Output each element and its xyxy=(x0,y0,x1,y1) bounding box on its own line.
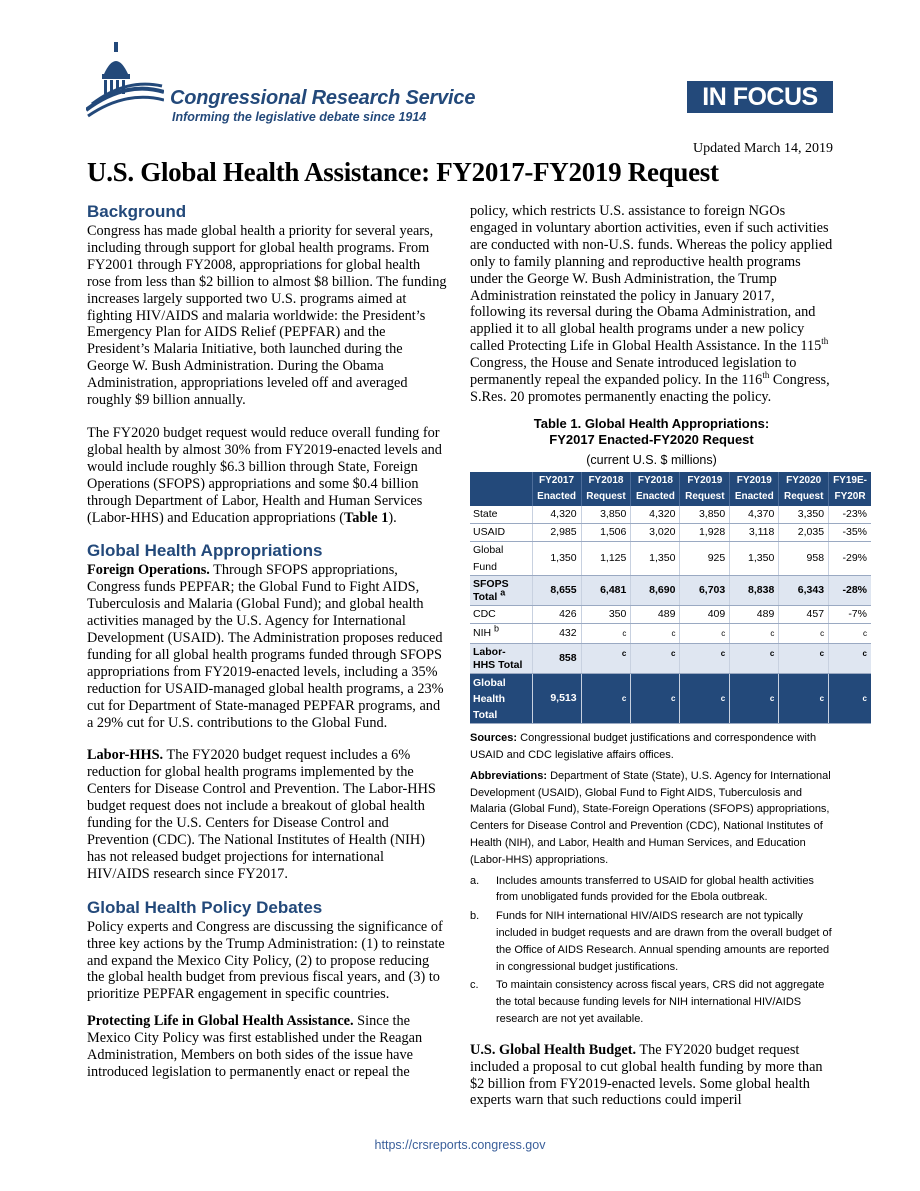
table-cell: c xyxy=(631,644,680,674)
table-cell: c xyxy=(730,624,779,644)
table-header-cell: FY2020 Request xyxy=(779,472,829,506)
table-header-cell: FY2017 Enacted xyxy=(532,472,581,506)
row-label: CDC xyxy=(470,606,532,624)
budget-text: The FY2020 budget request included a proposal to cut global health funding by more than $2 billion from FY2019-enacted levels. Some global health experts warn that such reductions could imperil xyxy=(470,1041,823,1109)
table-header-cell: FY2019 Enacted xyxy=(730,472,779,506)
policy-continued-b: Congress, the House and Senate introduced legislation to permanently repeal the expanded policy. In the 116 xyxy=(470,355,797,389)
table-title xyxy=(470,416,833,448)
table-cell: -7% xyxy=(829,606,871,624)
footnote-marker: b xyxy=(494,623,500,634)
left-column xyxy=(87,203,447,1097)
table-cell: c xyxy=(631,624,680,644)
background-heading: Background xyxy=(87,202,187,221)
table-cell: 8,690 xyxy=(631,576,680,606)
foreign-operations-runin: Foreign Operations. xyxy=(87,562,210,579)
table-cell: c xyxy=(829,624,871,644)
table-cell: 4,370 xyxy=(730,506,779,523)
table-title-line-2: FY2017 Enacted-FY2020 Request xyxy=(549,431,754,447)
table-cell: 6,481 xyxy=(581,576,631,606)
table-header-cell: FY19E- FY20R xyxy=(829,472,871,506)
foreign-operations-paragraph xyxy=(87,562,447,731)
table-cell: c xyxy=(680,624,730,644)
sources-note xyxy=(470,730,833,764)
footnote-marker: a xyxy=(500,587,506,598)
table-cell: c xyxy=(631,674,680,724)
table-title-line-1: Table 1. Global Health Appropriations: xyxy=(533,415,770,431)
table-cell: 1,506 xyxy=(581,523,631,541)
table-header-cell: FY2018 Request xyxy=(581,472,631,506)
appropriations-table xyxy=(470,472,871,724)
table-units: (current U.S. $ millions) xyxy=(586,452,717,467)
table-cell: -29% xyxy=(829,541,871,576)
table-cell: 9,513 xyxy=(532,674,581,724)
footnote-key: c. xyxy=(470,979,479,992)
table-cell: 1,350 xyxy=(631,541,680,576)
table-cell: 1,928 xyxy=(680,523,730,541)
footnote-key: a. xyxy=(470,874,480,887)
footnote-a xyxy=(470,873,833,907)
table-header-corner xyxy=(470,472,532,506)
row-label: NIH $^b$ xyxy=(470,624,532,644)
table-cell: 3,850 xyxy=(581,506,631,523)
table-cell: c xyxy=(779,644,829,674)
updated-date: Updated March 14, 2019 xyxy=(693,141,833,156)
plgha-paragraph xyxy=(87,1013,447,1081)
table-cell: 3,350 xyxy=(779,506,829,523)
table-cell: 4,320 xyxy=(532,506,581,523)
table-cell: 858 xyxy=(532,644,581,674)
row-label: Global Health Total xyxy=(470,674,532,724)
table-cell: 6,343 xyxy=(779,576,829,606)
row-label: Labor- HHS Total xyxy=(470,644,532,674)
table-header-cell: FY2019 Request xyxy=(680,472,730,506)
policy-continued-a: policy, which restricts U.S. assistance to foreign NGOs engaged in voluntary abortion activities, even if such activities are conducted with non-U.S. funds. Whereas the policy applied only to family planning and reproductive health programs under the George W. Bush Administration, the Trump Administration reinstated the policy in January 2017, following its reversal during the Obama Administration, and applied it to all global health programs under a new policy called Protecting Life in Global Health Assistance. In the 115 xyxy=(470,203,833,355)
table-row-usaid xyxy=(470,523,871,541)
table-cell: 432 xyxy=(532,624,581,644)
table-cell: 925 xyxy=(680,541,730,576)
table-cell: c xyxy=(730,674,779,724)
background-paragraph-2-end: ). xyxy=(388,509,397,526)
table-cell: c xyxy=(730,644,779,674)
page-header xyxy=(0,0,920,140)
policy-debates-heading: Global Health Policy Debates xyxy=(87,897,323,917)
table-row-global-health-total xyxy=(470,674,871,724)
table-row-state xyxy=(470,506,871,523)
capitol-dome-icon xyxy=(86,40,164,120)
footnote-text: To maintain consistency across fiscal years, CRS did not aggregate the total because funding levels for NIH international HIV/AIDS research are not yet available. xyxy=(496,979,825,1025)
table-cell: -23% xyxy=(829,506,871,523)
table-1-reference: Table 1 xyxy=(343,509,389,526)
table-cell: c xyxy=(829,674,871,724)
row-label: USAID xyxy=(470,523,532,541)
table-cell: -35% xyxy=(829,523,871,541)
ordinal-suffix-1: th xyxy=(821,336,829,347)
table-notes xyxy=(470,730,833,1028)
table-cell: 3,118 xyxy=(730,523,779,541)
table-header-row xyxy=(470,472,871,506)
page-title: U.S. Global Health Assistance: FY2017-FY2019 Request xyxy=(87,157,719,187)
org-tagline: Informing the legislative debate since 1914 xyxy=(172,110,427,124)
table-cell: -28% xyxy=(829,576,871,606)
footnote-text: Funds for NIH international HIV/AIDS research are not typically included in budget requests and are drawn from the overall budget of the Office of AIDS Research. Annual spending amounts are reported in congressional budget justifications. xyxy=(496,910,832,973)
plgha-runin: Protecting Life in Global Health Assistance. xyxy=(87,1013,354,1030)
table-cell: c xyxy=(779,674,829,724)
table-row-labor-hhs-total xyxy=(470,644,871,674)
table-cell: 958 xyxy=(779,541,829,576)
table-cell: 1,350 xyxy=(730,541,779,576)
footer-url[interactable]: https://crsreports.congress.gov xyxy=(374,1138,546,1152)
budget-paragraph xyxy=(470,1042,833,1110)
plgha-text: Since the Mexico City Policy was first established under the Reagan Administration, Members on both sides of the issue have introduced legislation to permanently enact or repeal the xyxy=(87,1013,423,1080)
org-name: Congressional Research Service xyxy=(170,87,476,109)
row-label: SFOPS Total $^a$ xyxy=(470,576,532,606)
background-paragraph-2-text: The FY2020 budget request would reduce overall funding for global health by almost 30% from FY2019-enacted levels and would include roughly $6.3 billion through State, Foreign Operations (SFOPS) appropriations and some $0.4 billion through Department of Labor, Health and Human Services (Labor-HHS) and Education appropriations ( xyxy=(87,424,442,526)
table-cell: 350 xyxy=(581,606,631,624)
table-cell: 1,125 xyxy=(581,541,631,576)
table-cell: 457 xyxy=(779,606,829,624)
table-cell: c xyxy=(779,624,829,644)
table-cell: 489 xyxy=(730,606,779,624)
sources-text: Congressional budget justifications and correspondence with USAID and CDC legislative affairs offices. xyxy=(470,732,817,762)
table-cell: c xyxy=(829,644,871,674)
table-cell: c xyxy=(581,644,631,674)
table-cell: 4,320 xyxy=(631,506,680,523)
sources-label: Sources: xyxy=(470,732,518,745)
budget-runin: U.S. Global Health Budget. xyxy=(470,1041,637,1058)
footnote-key: b. xyxy=(470,910,480,923)
row-label: State xyxy=(470,506,532,523)
background-paragraph-1: Congress has made global health a priority for several years, including through support for global health programs. From FY2001 through FY2008, appropriations for global health rose from less than $2 billion to almost $8 billion. The funding increases largely supported two U.S. programs aimed at fighting HIV/AIDS and malaria worldwide: the President’s Emergency Plan for AIDS Relief (PEPFAR) and the President’s Malaria Initiative, both launched during the George W. Bush Administration. During the Obama Administration, appropriations leveled off and averaged roughly $9 billion annually. xyxy=(87,223,447,409)
footnote-text: Includes amounts transferred to USAID for global health activities from unobligated funds provided for the Ebola outbreak. xyxy=(496,874,814,904)
labor-hhs-text: The FY2020 budget request includes a 6% reduction for global health programs implemented by the Centers for Disease Control and Prevention. The Labor-HHS budget request does not include a breakout of global health funding for the U.S. Centers for Disease Control and Prevention (CDC). The National Institutes of Health (NIH) has not released budget projections for international HIV/AIDS research since FY2017. xyxy=(87,747,436,882)
table-header-cell: FY2018 Enacted xyxy=(631,472,680,506)
abbreviations-label: Abbreviations: xyxy=(470,769,548,782)
table-cell: 6,703 xyxy=(680,576,730,606)
footnote-c xyxy=(470,977,833,1027)
table-cell: 8,838 xyxy=(730,576,779,606)
table-row-sfops-total xyxy=(470,576,871,606)
appropriations-heading: Global Health Appropriations xyxy=(87,541,323,561)
foreign-operations-text: Through SFOPS appropriations, Congress funds PEPFAR; the Global Fund to Fight AIDS, Tuberculosis and Malaria (Global Fund); and global health activities managed by the U.S. Agency for International Development (USAID). The Administration proposes reduced funding for all global health programs funded through SFOPS appropriations from FY2019-enacted levels, including a 35% reduction for USAID-managed global health programs, a 23% cut for Department of State-managed PEPFAR programs, and a 29% cut for U.S. contributions to the Global Fund. xyxy=(87,562,444,731)
policy-paragraph-1: Policy experts and Congress are discussing the significance of three key actions by the Trump Administration: (1) to reinstate and expand the Mexico City Policy, (2) to propose reducing the global health budget from previous fiscal years, and (3) to prioritize PEPFAR engagement in specific countries. xyxy=(87,918,445,1003)
table-row-global-fund xyxy=(470,541,871,576)
table-row-cdc xyxy=(470,606,871,624)
table-cell: 3,850 xyxy=(680,506,730,523)
policy-continued-paragraph xyxy=(470,203,833,406)
right-column xyxy=(470,203,867,1125)
background-paragraph-2 xyxy=(87,425,447,526)
policy-continued-c: Congress, S.Res. 20 promotes permanently enacting the policy. xyxy=(470,372,830,405)
in-focus-badge: IN FOCUS xyxy=(687,81,833,113)
table-cell: 2,985 xyxy=(532,523,581,541)
labor-hhs-paragraph xyxy=(87,747,447,882)
table-cell: 426 xyxy=(532,606,581,624)
abbreviations-note xyxy=(470,768,833,869)
table-cell: c xyxy=(581,624,631,644)
table-cell: 8,655 xyxy=(532,576,581,606)
table-cell: 3,020 xyxy=(631,523,680,541)
labor-hhs-runin: Labor-HHS. xyxy=(87,747,164,764)
ordinal-suffix-2: th xyxy=(762,370,770,381)
row-label: Global Fund xyxy=(470,541,532,576)
table-cell: 2,035 xyxy=(779,523,829,541)
table-cell: c xyxy=(680,644,730,674)
table-cell: 489 xyxy=(631,606,680,624)
footnote-b xyxy=(470,908,833,975)
table-cell: 409 xyxy=(680,606,730,624)
table-cell: c xyxy=(581,674,631,724)
table-cell: 1,350 xyxy=(532,541,581,576)
table-row-nih xyxy=(470,624,871,644)
abbreviations-text: Department of State (State), U.S. Agency for International Development (USAID), Global Fund to Fight AIDS, Tuberculosis and Malaria (Global Fund), State-Foreign Operations (SFOPS) appropriations, Centers for Disease Control and Prevention (CDC), National Institutes of Health (NIH), and Labor, Health and Human Services, and Education (Labor-HHS) appropriations. xyxy=(470,769,831,866)
table-cell: c xyxy=(680,674,730,724)
